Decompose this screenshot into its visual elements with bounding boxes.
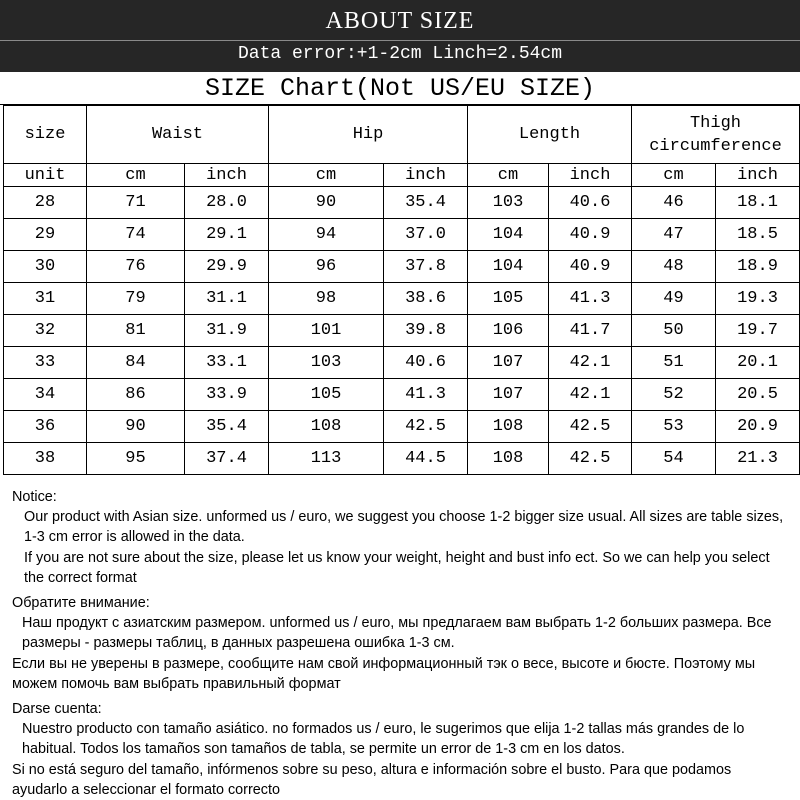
unit-cell: cm: [632, 164, 716, 187]
notes-section: [0, 475, 800, 800]
table-cell: 20.9: [716, 411, 800, 443]
unit-cell: cm: [468, 164, 549, 187]
table-cell: 20.1: [716, 347, 800, 379]
size-cell: 34: [4, 379, 87, 411]
table-row: [4, 411, 800, 443]
table-cell: 47: [632, 219, 716, 251]
table-cell: 52: [632, 379, 716, 411]
table-cell: 19.7: [716, 315, 800, 347]
table-cell: 37.8: [384, 251, 468, 283]
notice-heading: Обратите внимание:: [12, 595, 150, 612]
table-cell: 104: [468, 219, 549, 251]
table-cell: 71: [87, 187, 185, 219]
table-cell: 35.4: [185, 411, 269, 443]
table-cell: 108: [468, 443, 549, 475]
table-cell: 86: [87, 379, 185, 411]
notice-paragraph: Nuestro producto con tamaño asiático. no formados us / euro, le sugerimos que elija 1-2 tallas más grandes de lo habitual. Todos los tamaños son tamaños de tabla, se permite un error de 1-3 cm en los datos.: [22, 721, 745, 758]
table-cell: 40.9: [549, 251, 632, 283]
table-row: [4, 283, 800, 315]
notice-paragraph: Si no está seguro del tamaño, infórmenos sobre su peso, altura e información sobre el busto. Para que podamos ayudarlo a seleccionar el formato correcto: [12, 761, 732, 798]
size-cell: 32: [4, 315, 87, 347]
notice-paragraph: Наш продукт с азиатским размером. unformed us / euro, мы предлагаем вам выбрать 1-2 больших размера. Все размеры - размеры таблиц, в данных разрешена ошибка 1-3 см.: [22, 615, 772, 652]
table-cell: 33.9: [185, 379, 269, 411]
table-cell: 29.9: [185, 251, 269, 283]
table-cell: 95: [87, 443, 185, 475]
table-cell: 108: [468, 411, 549, 443]
table-cell: 74: [87, 219, 185, 251]
size-cell: 36: [4, 411, 87, 443]
banner-divider: [0, 40, 800, 41]
table-cell: 103: [269, 347, 384, 379]
notice-paragraph: Если вы не уверены в размере, сообщите нам свой информационный тэк о весе, высоте и бюсте. Поэтому мы можем помочь вам выбрать правильный формат: [12, 655, 756, 692]
notice-heading: Darse cuenta:: [12, 701, 102, 718]
table-cell: 19.3: [716, 283, 800, 315]
table-cell: 44.5: [384, 443, 468, 475]
table-cell: 84: [87, 347, 185, 379]
notice-paragraph: If you are not sure about the size, please let us know your weight, height and bust info ect. So we can help you select the correct format: [24, 549, 770, 586]
table-cell: 42.5: [384, 411, 468, 443]
table-cell: 18.1: [716, 187, 800, 219]
table-cell: 103: [468, 187, 549, 219]
table-cell: 40.6: [549, 187, 632, 219]
size-cell: 28: [4, 187, 87, 219]
table-row: [4, 443, 800, 475]
table-cell: 113: [269, 443, 384, 475]
table-body: [4, 187, 800, 475]
unit-cell: inch: [716, 164, 800, 187]
table-cell: 94: [269, 219, 384, 251]
table-cell: 37.4: [185, 443, 269, 475]
table-unit-header: [4, 164, 800, 187]
size-cell: 31: [4, 283, 87, 315]
table-cell: 42.5: [549, 443, 632, 475]
table-row: [4, 347, 800, 379]
table-cell: 98: [269, 283, 384, 315]
header-waist: Waist: [87, 106, 269, 164]
table-cell: 18.5: [716, 219, 800, 251]
size-table: [3, 105, 800, 475]
table-row: [4, 251, 800, 283]
unit-label: unit: [4, 164, 87, 187]
notice-heading: Notice:: [12, 489, 57, 505]
table-row: [4, 219, 800, 251]
notice-spanish: [12, 699, 788, 800]
table-cell: 81: [87, 315, 185, 347]
size-cell: 38: [4, 443, 87, 475]
size-cell: 33: [4, 347, 87, 379]
table-cell: 40.6: [384, 347, 468, 379]
notice-paragraph: Our product with Asian size. unformed us / euro, we suggest you choose 1-2 bigger size usual. All sizes are table sizes, 1-3 cm error is allowed in the data.: [24, 509, 784, 546]
table-cell: 29.1: [185, 219, 269, 251]
table-cell: 42.1: [549, 347, 632, 379]
table-group-header: [4, 106, 800, 164]
unit-cell: cm: [269, 164, 384, 187]
table-row: [4, 379, 800, 411]
header-size: size: [4, 106, 87, 164]
table-cell: 76: [87, 251, 185, 283]
table-cell: 41.3: [549, 283, 632, 315]
table-cell: 46: [632, 187, 716, 219]
table-cell: 31.1: [185, 283, 269, 315]
table-cell: 21.3: [716, 443, 800, 475]
size-cell: 30: [4, 251, 87, 283]
table-cell: 96: [269, 251, 384, 283]
table-cell: 28.0: [185, 187, 269, 219]
size-chart-title: SIZE Chart(Not US/EU SIZE): [0, 72, 800, 105]
table-cell: 107: [468, 379, 549, 411]
table-cell: 53: [632, 411, 716, 443]
table-cell: 107: [468, 347, 549, 379]
unit-cell: inch: [384, 164, 468, 187]
table-cell: 48: [632, 251, 716, 283]
table-cell: 18.9: [716, 251, 800, 283]
header-thigh: Thigh circumference: [632, 106, 800, 164]
table-cell: 51: [632, 347, 716, 379]
table-cell: 104: [468, 251, 549, 283]
notice-russian: [12, 593, 788, 694]
table-cell: 42.5: [549, 411, 632, 443]
notice-english: [12, 487, 788, 588]
table-cell: 90: [87, 411, 185, 443]
table-cell: 39.8: [384, 315, 468, 347]
banner-subtitle: Data error:+1-2cm Linch=2.54cm: [237, 44, 563, 64]
table-cell: 101: [269, 315, 384, 347]
table-cell: 90: [269, 187, 384, 219]
size-cell: 29: [4, 219, 87, 251]
table-cell: 79: [87, 283, 185, 315]
table-cell: 35.4: [384, 187, 468, 219]
table-cell: 38.6: [384, 283, 468, 315]
banner-title: ABOUT SIZE: [325, 8, 475, 34]
table-cell: 106: [468, 315, 549, 347]
header-hip: Hip: [269, 106, 468, 164]
unit-cell: inch: [549, 164, 632, 187]
table-cell: 42.1: [549, 379, 632, 411]
table-cell: 108: [269, 411, 384, 443]
about-size-banner: [0, 0, 800, 72]
table-cell: 41.7: [549, 315, 632, 347]
unit-cell: cm: [87, 164, 185, 187]
table-cell: 37.0: [384, 219, 468, 251]
table-cell: 105: [269, 379, 384, 411]
unit-cell: inch: [185, 164, 269, 187]
table-cell: 54: [632, 443, 716, 475]
header-length: Length: [468, 106, 632, 164]
table-cell: 50: [632, 315, 716, 347]
table-cell: 31.9: [185, 315, 269, 347]
table-cell: 40.9: [549, 219, 632, 251]
table-row: [4, 315, 800, 347]
table-cell: 41.3: [384, 379, 468, 411]
table-row: [4, 187, 800, 219]
table-cell: 20.5: [716, 379, 800, 411]
table-cell: 105: [468, 283, 549, 315]
table-cell: 33.1: [185, 347, 269, 379]
table-cell: 49: [632, 283, 716, 315]
